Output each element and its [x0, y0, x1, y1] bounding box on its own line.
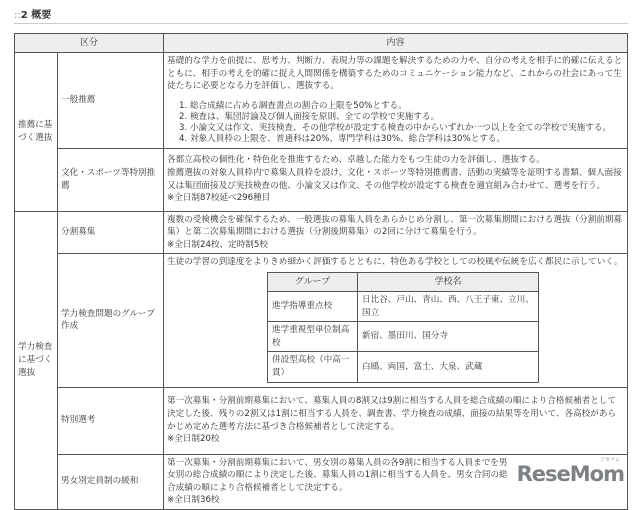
group-schools-table: グループ 学校名 進学指導重点校 日比谷、戸山、青山、西、八王子東、立川、国立 進学重視型単位制高校 新宿、墨田川、国分寺 併設型高校（中高一貫） 白鴎、両国、富士、大泉、武蔵: [267, 272, 539, 383]
row-content: 各都立高校の個性化・特色化を推進するため、卓越した能力をもつ生徒の力を評価し、選抜する。 推薦選抜の対象人員枠内で募集人員枠を設け、文化・スポーツ等特別推薦書、活動の実績等を証明する書類、個人面接又は集団面接及び実技検査の他、小論文又は作文、その他学校が設定する検査を適宜組み合わせて、選考を行う。 ※全日制87校延べ296種目: [164, 148, 628, 211]
divider: [14, 23, 628, 24]
requirements-list: 1. 総合成績に占める調査書点の割合の上限を50%とする。 2. 検査は、集団討論及び個人面接を原則、全ての学校で実施する。 3. 小論文又は作文、実技検査、その他学校が設定する検査の中からいずれか一つ以上を全ての学校で実施する。 4. 対象人員枠の上限を、普通科は20%、専門学科は30%、総合学科は30%とする。: [179, 100, 612, 145]
table-row: [15, 454, 628, 509]
resemom-logo: リセマム ReseMom: [516, 456, 624, 486]
table-row: [15, 211, 628, 254]
table-row: [15, 148, 628, 211]
header-row: [15, 34, 628, 53]
table-row: [15, 387, 628, 454]
row-content: 複数の受検機会を確保するため、一般選抜の募集人員をあらかじめ分割し、第一次募集期間における選抜（分割前期募集）と第二次募集期間における選抜（分割後期募集）の2回に分けて募集を行う。 ※全日制24校、定時制5校: [164, 211, 628, 254]
row-content: リセマム ReseMom 第一次募集・分割前期募集において、男女別の募集人員の各9割に相当する人員までを男女別の総合成績の順により決定した後、募集人員の1割に相当する人員を、男女合同の総合成績の順により合格候補者として決定する。 ※全日制36校: [164, 454, 628, 509]
row-label: 一般推薦: [58, 53, 164, 149]
table-row: 進学重視型単位制高校 新宿、墨田川、国分寺: [268, 322, 539, 352]
section-title: ::2 概要: [14, 10, 52, 21]
row-label: 分割募集: [58, 211, 164, 254]
header-content: 内容: [164, 34, 628, 53]
table-row: 併設型高校（中高一貫） 白鴎、両国、富士、大泉、武蔵: [268, 352, 539, 382]
table-row: 進学指導重点校 日比谷、戸山、青山、西、八王子東、立川、国立: [268, 291, 539, 321]
row-label: 特別選考: [58, 387, 164, 454]
row-label: 学力検査問題のグループ作成: [58, 254, 164, 387]
group-label: 学力検査に基づく選抜: [15, 211, 58, 509]
row-content: 第一次募集・分割前期募集において、募集人員の8割又は9割に相当する人員を総合成績の順により合格候補者として決定した後、残りの2割又は1割に相当する人員を、調査書、学力検査の成績、面接の結果等を用いて、各高校があらかじめ定めた選考方法に基づき合格候補者として決定する。 ※全日制20校: [164, 387, 628, 454]
row-label: 男女別定員制の緩和: [58, 454, 164, 509]
table-row: [15, 53, 628, 149]
row-label: 文化・スポーツ等特別推薦: [58, 148, 164, 211]
header-category: 区分: [15, 34, 164, 53]
row-content: 生徒の学習の到達度をよりきめ細かく評価するとともに、特色ある学校としての校風や伝統を広く都民に示していく。 グループ 学校名 進学指導重点校 日比谷、戸山、青山、西、八王子東、立川、国立 進学重視型単位制高校 新宿、墨田川、国分寺 併設型高校（中高一貫） 白鴎、両国、富士、大泉、武蔵: [164, 254, 628, 387]
table-row: [15, 254, 628, 387]
group-label: 推薦に基づく選抜: [15, 53, 58, 212]
row-content: 基礎的な学力を前提に、思考力、判断力、表現力等の課題を解決するための力や、自分の考えを相手に的確に伝えるとともに、相手の考えを的確に捉え人間関係を構築するためのコミュニケーション能力など、これからの社会にあって生徒たちに必要となる力を評価し、選抜する。 1. 総合成績に占める調査書点の割合の上限を50%とする。 2. 検査は、集団討論及び個人面接を原則、全ての学校で実施する。 3. 小論文又は作文、実技検査、その他学校が設定する検査の中からいずれか一つ以上を全ての学校で実施する。 4. 対象人員枠の上限を、普通科は20%、専門学科は30%、総合学科は30%とする。: [164, 53, 628, 149]
overview-table: [14, 33, 628, 510]
